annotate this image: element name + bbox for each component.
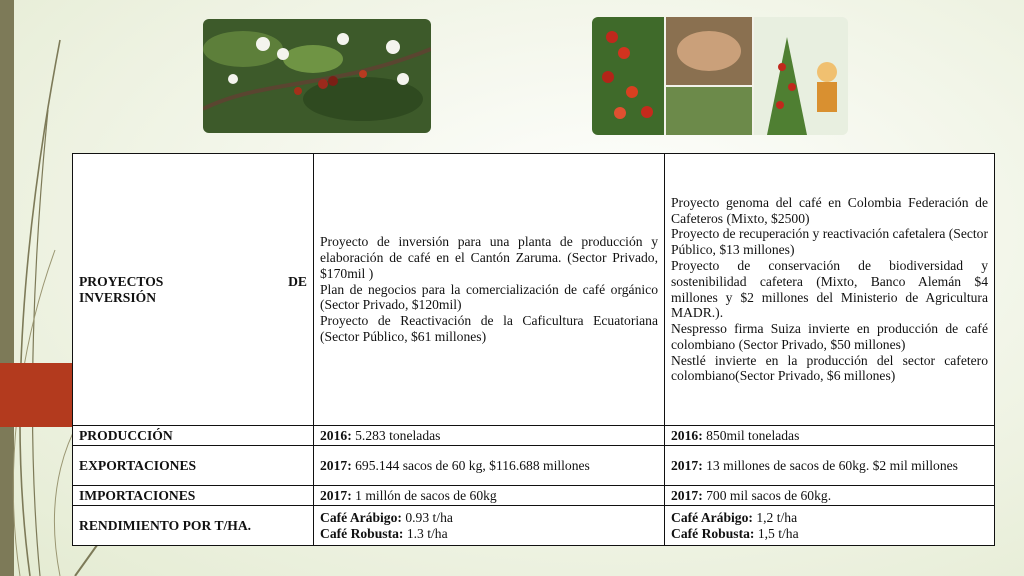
row-label-rendimiento: RENDIMIENTO POR T/HA. [73,506,314,546]
ecuador-rendimiento-cell: Café Arábigo: 0.93 t/ha Café Robusta: 1.3 t/ha [314,506,665,546]
coffee-collage-photo [592,17,848,135]
ecuador-importaciones-cell: 2017: 1 millón de sacos de 60kg [314,486,665,506]
list-item: Proyecto de conservación de biodiversidad y sostenibilidad cafetera (Mixto, Banco Alemán $4 millones y $2 millones del Ministerio de Agricultura MADR.). [671,257,988,321]
table-row [73,506,995,546]
row-label-produccion: PRODUCCIÓN [73,426,314,446]
table-row [73,446,995,486]
list-item: Plan de negocios para la comercialización de café orgánico (Sector Privado, $120mil) [320,281,658,313]
table-row [73,154,995,426]
ecuador-exportaciones-cell: 2017: 695.144 sacos de 60 kg, $116.688 millones [314,446,665,486]
list-item: Proyecto genoma del café en Colombia Federación de Cafeteros (Mixto, $2500) [671,194,988,226]
ecuador-produccion-cell: 2016: 5.283 toneladas [314,426,665,446]
list-item: Nestlé invierte en la producción del sector cafetero colombiano(Sector Privado, $6 millones) [671,352,988,384]
red-accent-block [0,363,72,427]
row-label-exportaciones: EXPORTACIONES [73,446,314,486]
row-label-importaciones: IMPORTACIONES [73,486,314,506]
colombia-exportaciones-cell: 2017: 13 millones de sacos de 60kg. $2 mil millones [665,446,995,486]
list-item: Proyecto de inversión para una planta de producción y elaboración de café en el Cantón Zaruma. (Sector Privado, $170mil ) [320,234,658,281]
row-label-proyectos: PROYECTOS DE INVERSIÓN [73,154,314,426]
list-item: Proyecto de Reactivación de la Caficultura Ecuatoriana (Sector Público, $61 millones) [320,313,658,344]
coffee-comparison-table [72,153,995,546]
ecuador-projects-cell [314,154,665,426]
list-item: Nespresso firma Suiza invierte en producción de café colombiano (Sector Privado, $50 millones) [671,321,988,352]
colombia-projects-cell [665,154,995,426]
colombia-produccion-cell: 2016: 850mil toneladas [665,426,995,446]
colombia-rendimiento-cell: Café Arábigo: 1,2 t/ha Café Robusta: 1,5 t/ha [665,506,995,546]
table-row [73,426,995,446]
table-row [73,486,995,506]
list-item: Proyecto de recuperación y reactivación cafetalera (Sector Público, $13 millones) [671,226,989,258]
coffee-branch-photo [203,19,431,133]
colombia-importaciones-cell: 2017: 700 mil sacos de 60kg. [665,486,995,506]
